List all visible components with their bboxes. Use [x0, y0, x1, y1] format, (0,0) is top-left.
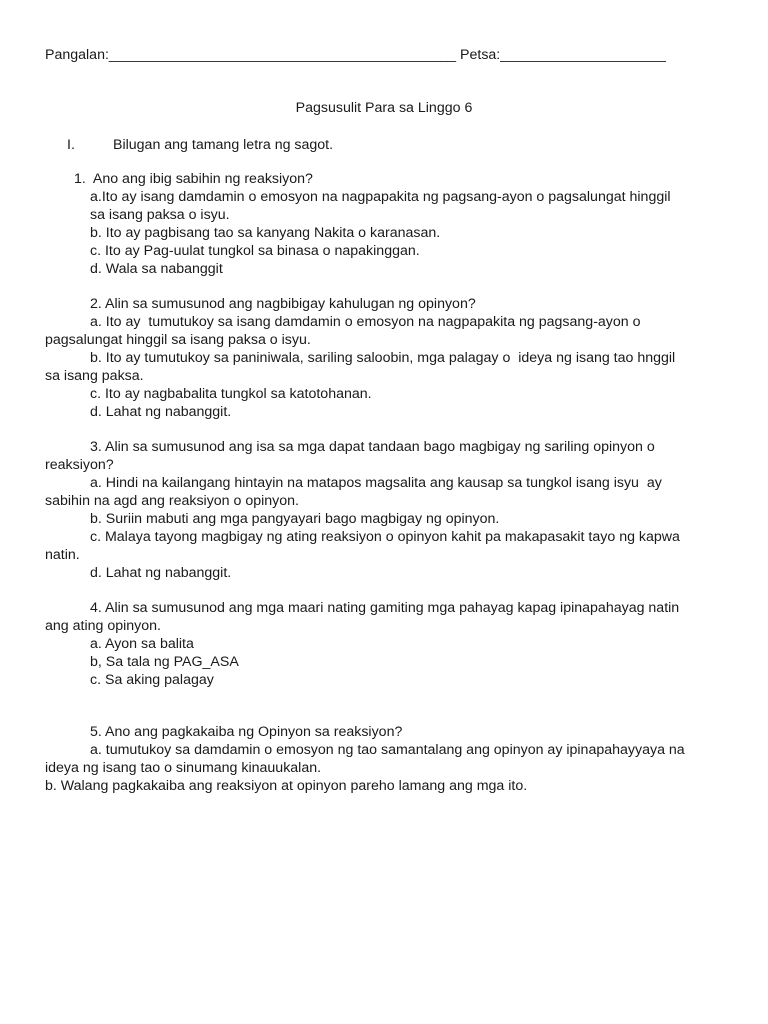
- q2-choice-d: d. Lahat ng nabanggit.: [90, 404, 232, 420]
- question-4-cont: ang ating opinyon.: [45, 618, 161, 634]
- section-instruction: Bilugan ang tamang letra ng sagot.: [113, 137, 334, 153]
- question-5: 5. Ano ang pagkakaiba ng Opinyon sa reaksiyon?: [90, 724, 403, 740]
- q5-choice-a-cont: ideya ng isang tao o sinumang kinauukalan.: [45, 760, 322, 776]
- q1-choice-a-cont: sa isang paksa o isyu.: [90, 207, 230, 223]
- q2-choice-c: c. Ito ay nagbabalita tungkol sa katotohanan.: [90, 386, 372, 402]
- q4-choice-b: b, Sa tala ng PAG_ASA: [90, 654, 239, 670]
- q1-choice-c: c. Ito ay Pag-uulat tungkol sa binasa o napakinggan.: [90, 243, 420, 259]
- question-1: 1. Ano ang ibig sabihin ng reaksiyon?: [70, 171, 313, 187]
- q4-choice-a: a. Ayon sa balita: [90, 636, 194, 652]
- q5-choice-b: b. Walang pagkakaiba ang reaksiyon at opinyon pareho lamang ang mga ito.: [45, 778, 528, 794]
- q2-choice-a-cont: pagsalungat hinggil sa isang paksa o isyu.: [45, 332, 311, 348]
- page-title: Pagsusulit Para sa Linggo 6: [295, 100, 473, 116]
- question-4: 4. Alin sa sumusunod ang mga maari nating gamiting mga pahayag kapag ipinapahayag natin: [90, 600, 680, 616]
- q1-choice-d: d. Wala sa nabanggit: [90, 261, 223, 277]
- q4-choice-c: c. Sa aking palagay: [90, 672, 214, 688]
- q2-choice-b: b. Ito ay tumutukoy sa paniniwala, sariling saloobin, mga palagay o ideya ng isang tao hnggil: [90, 350, 676, 366]
- section-numeral: I.: [67, 137, 75, 153]
- q3-choice-c: c. Malaya tayong magbigay ng ating reaksiyon o opinyon kahit pa makapasakit tayo ng kapwa: [90, 529, 680, 545]
- name-date-line: Pangalan:____________________________________________ Petsa:_____________________: [45, 47, 666, 63]
- q3-choice-a: a. Hindi na kailangang hintayin na matapos magsalita ang kausap sa tungkol isang isyu ay: [90, 475, 662, 491]
- q3-choice-a-cont: sabihin na agd ang reaksiyon o opinyon.: [45, 493, 299, 509]
- q1-choice-a: a.Ito ay isang damdamin o emosyon na nagpapakita ng pagsang-ayon o pagsalungat hinggil: [90, 189, 671, 205]
- q2-choice-a: a. Ito ay tumutukoy sa isang damdamin o emosyon na nagpapakita ng pagsang-ayon o: [90, 314, 641, 330]
- q2-choice-b-cont: sa isang paksa.: [45, 368, 144, 384]
- q5-choice-a: a. tumutukoy sa damdamin o emosyon ng tao samantalang ang opinyon ay ipinapahayyaya na: [90, 742, 685, 758]
- q3-choice-d: d. Lahat ng nabanggit.: [90, 565, 232, 581]
- question-2: 2. Alin sa sumusunod ang nagbibigay kahulugan ng opinyon?: [90, 296, 476, 312]
- q1-choice-b: b. Ito ay pagbisang tao sa kanyang Nakita o karanasan.: [90, 225, 441, 241]
- question-3: 3. Alin sa sumusunod ang isa sa mga dapat tandaan bago magbigay ng sariling opinyon o: [90, 439, 655, 455]
- q3-choice-b: b. Suriin mabuti ang mga pangyayari bago magbigay ng opinyon.: [90, 511, 500, 527]
- q3-choice-c-cont: natin.: [45, 547, 80, 563]
- question-3-cont: reaksiyon?: [45, 457, 114, 473]
